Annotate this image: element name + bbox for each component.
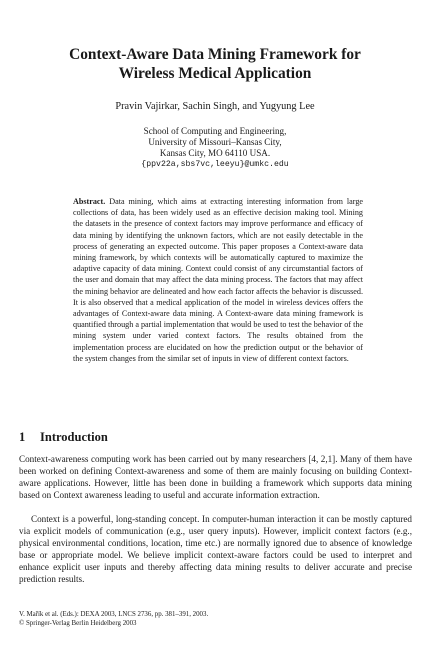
title-line-2: Wireless Medical Application xyxy=(118,65,312,82)
title-line-1: Context-Aware Data Mining Framework for xyxy=(69,46,361,63)
affiliation-line-1: School of Computing and Engineering, xyxy=(143,126,287,136)
author-list: Pravin Vajirkar, Sachin Singh, and Yugyung Lee xyxy=(115,101,315,112)
affiliation-block xyxy=(20,126,410,170)
affiliation-line-3: Kansas City, MO 64110 USA. xyxy=(159,148,271,158)
section-title: Introduction xyxy=(40,430,108,444)
affiliation-line-2: University of Missouri–Kansas City, xyxy=(148,137,282,147)
abstract-text: Data mining, which aims at extracting interesting information from large collections of data, has been widely used as an effective decision making tool. Mining the datasets in the presence of context factors may improve performance and efficacy of data mining by identifying the unknown factors, which are not easily detectable in the process of generating an expected outcome. This paper proposes a Context-aware data mining framework, by which contexts will be automatically captured to maximize the adaptive capacity of data mining. Context could consist of any circumstantial factors of the user and domain that may affect the data mining process. The factors that may affect the mining behavior are delineated and how each factor affects the behavior is discussed. It is also observed that a medical application of the model in wireless devices offers the advantages of Context-aware data mining. A Context-aware data mining framework is quantified through a partial implementation that would be used to test the behavior of the mining system under varied context factors. The results obtained from the implementation process are elucidated on how the prediction output or the behavior of the system changes from the similar set of inputs in view of different context factors. xyxy=(73,197,364,363)
copyright-line: © Springer-Verlag Berlin Heidelberg 2003 xyxy=(19,620,137,627)
intro-paragraph-2: Context is a powerful, long-standing concept. In computer-human interaction it can be mostly captured via explicit models of communication (e.g., user query inputs). However, implicit context factors (e.g., physical environmental conditions, location, time etc.) are normally ignored due to absence of knowledge base or appropriate model. We believe implicit context-aware factors could be used to interpret and enhance explicit user inputs and thereby affecting data mining results to deliver accurate and precise prediction results. xyxy=(19,514,412,584)
abstract xyxy=(73,196,363,364)
author-emails: {ppv22a,sbs7vc,leeyu}@umkc.edu xyxy=(141,160,289,169)
intro-paragraph-1: Context-awareness computing work has been carried out by many researchers [4, 2,1]. Many of them have been worked on defining Context-awareness and some of them are mainly focusing on building Context-aware applications. However, little has been done in building a framework which supports data mining based on Context awareness leading to useful and accurate information extraction. xyxy=(19,454,412,500)
page-footer xyxy=(19,610,412,628)
section-number: 1 xyxy=(19,430,26,444)
abstract-label: Abstract. xyxy=(73,197,106,206)
citation-line: V. Mařík et al. (Eds.): DEXA 2003, LNCS 2736, pp. 381–391, 2003. xyxy=(19,611,209,618)
section-heading xyxy=(19,430,108,444)
paper-title xyxy=(20,45,410,83)
